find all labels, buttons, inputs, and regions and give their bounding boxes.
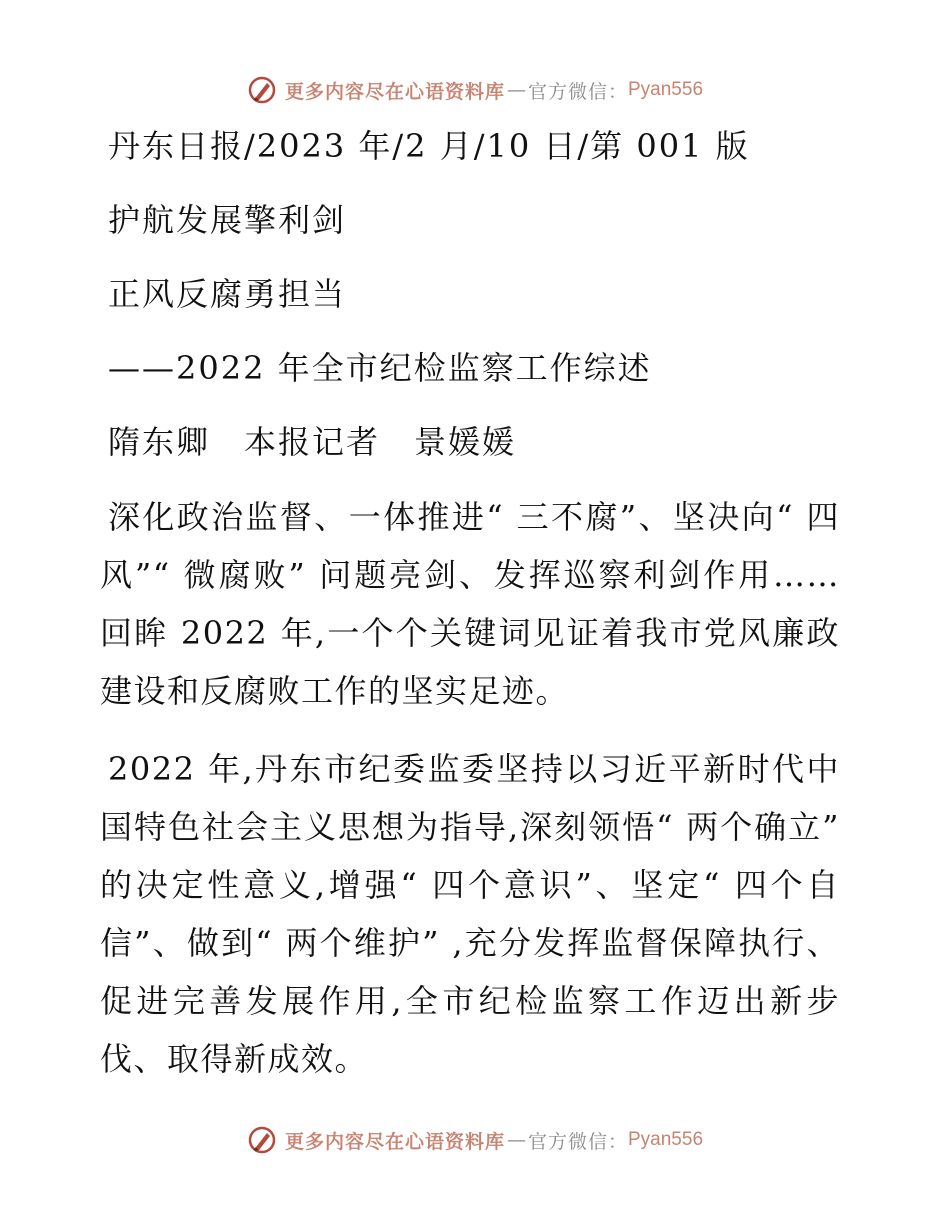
byline: 隋东卿 本报记者 景媛媛 <box>108 423 517 461</box>
watermark-wechat-label: 官方微信： <box>527 1130 628 1153</box>
watermark-text <box>285 1127 703 1154</box>
watermark-footer <box>0 1120 950 1160</box>
watermark-text <box>285 77 703 104</box>
pen-logo-icon <box>247 1125 277 1155</box>
paragraph-1: 深化政治监督、一体推进“ 三不腐”、坚决向“ 四风”“ 微腐败” 问题亮剑、发挥巡察利剑作用……回眸 2022 年,一个个关键词见证着我市党风廉政建设和反腐败工作的坚实足迹。 <box>100 498 840 710</box>
watermark-wechat-id: Pyan556 <box>628 1129 704 1150</box>
watermark-main-text: 更多内容尽在心语资料库 <box>284 80 505 103</box>
article-body <box>100 118 840 1108</box>
watermark-wechat-label: 官方微信： <box>527 80 628 103</box>
title-line-2: 正风反腐勇担当 <box>108 275 347 313</box>
watermark-wechat-id: Pyan556 <box>628 79 704 100</box>
source-line: 丹东日报/2023 年/2 月/10 日/第 001 版 <box>108 127 750 165</box>
paragraph-2: 2022 年,丹东市纪委监委坚持以习近平新时代中国特色社会主义思想为指导,深刻领悟“ 两个确立” 的决定性意义,增强“ 四个意识”、坚定“ 四个自信”、做到“ 两个维护” ,充分发挥监督保障执行、促进完善发展作用,全市纪检监察工作迈出新步伐、取得新成效。 <box>100 750 840 1078</box>
watermark-separator: — <box>506 1129 526 1151</box>
subtitle: ——2022 年全市纪检监察工作综述 <box>108 349 652 387</box>
watermark-main-text: 更多内容尽在心语资料库 <box>284 1130 505 1153</box>
pen-logo-icon <box>247 75 277 105</box>
watermark-header <box>0 70 950 110</box>
title-line-1: 护航发展擎利剑 <box>108 201 347 239</box>
watermark-separator: — <box>506 79 526 101</box>
